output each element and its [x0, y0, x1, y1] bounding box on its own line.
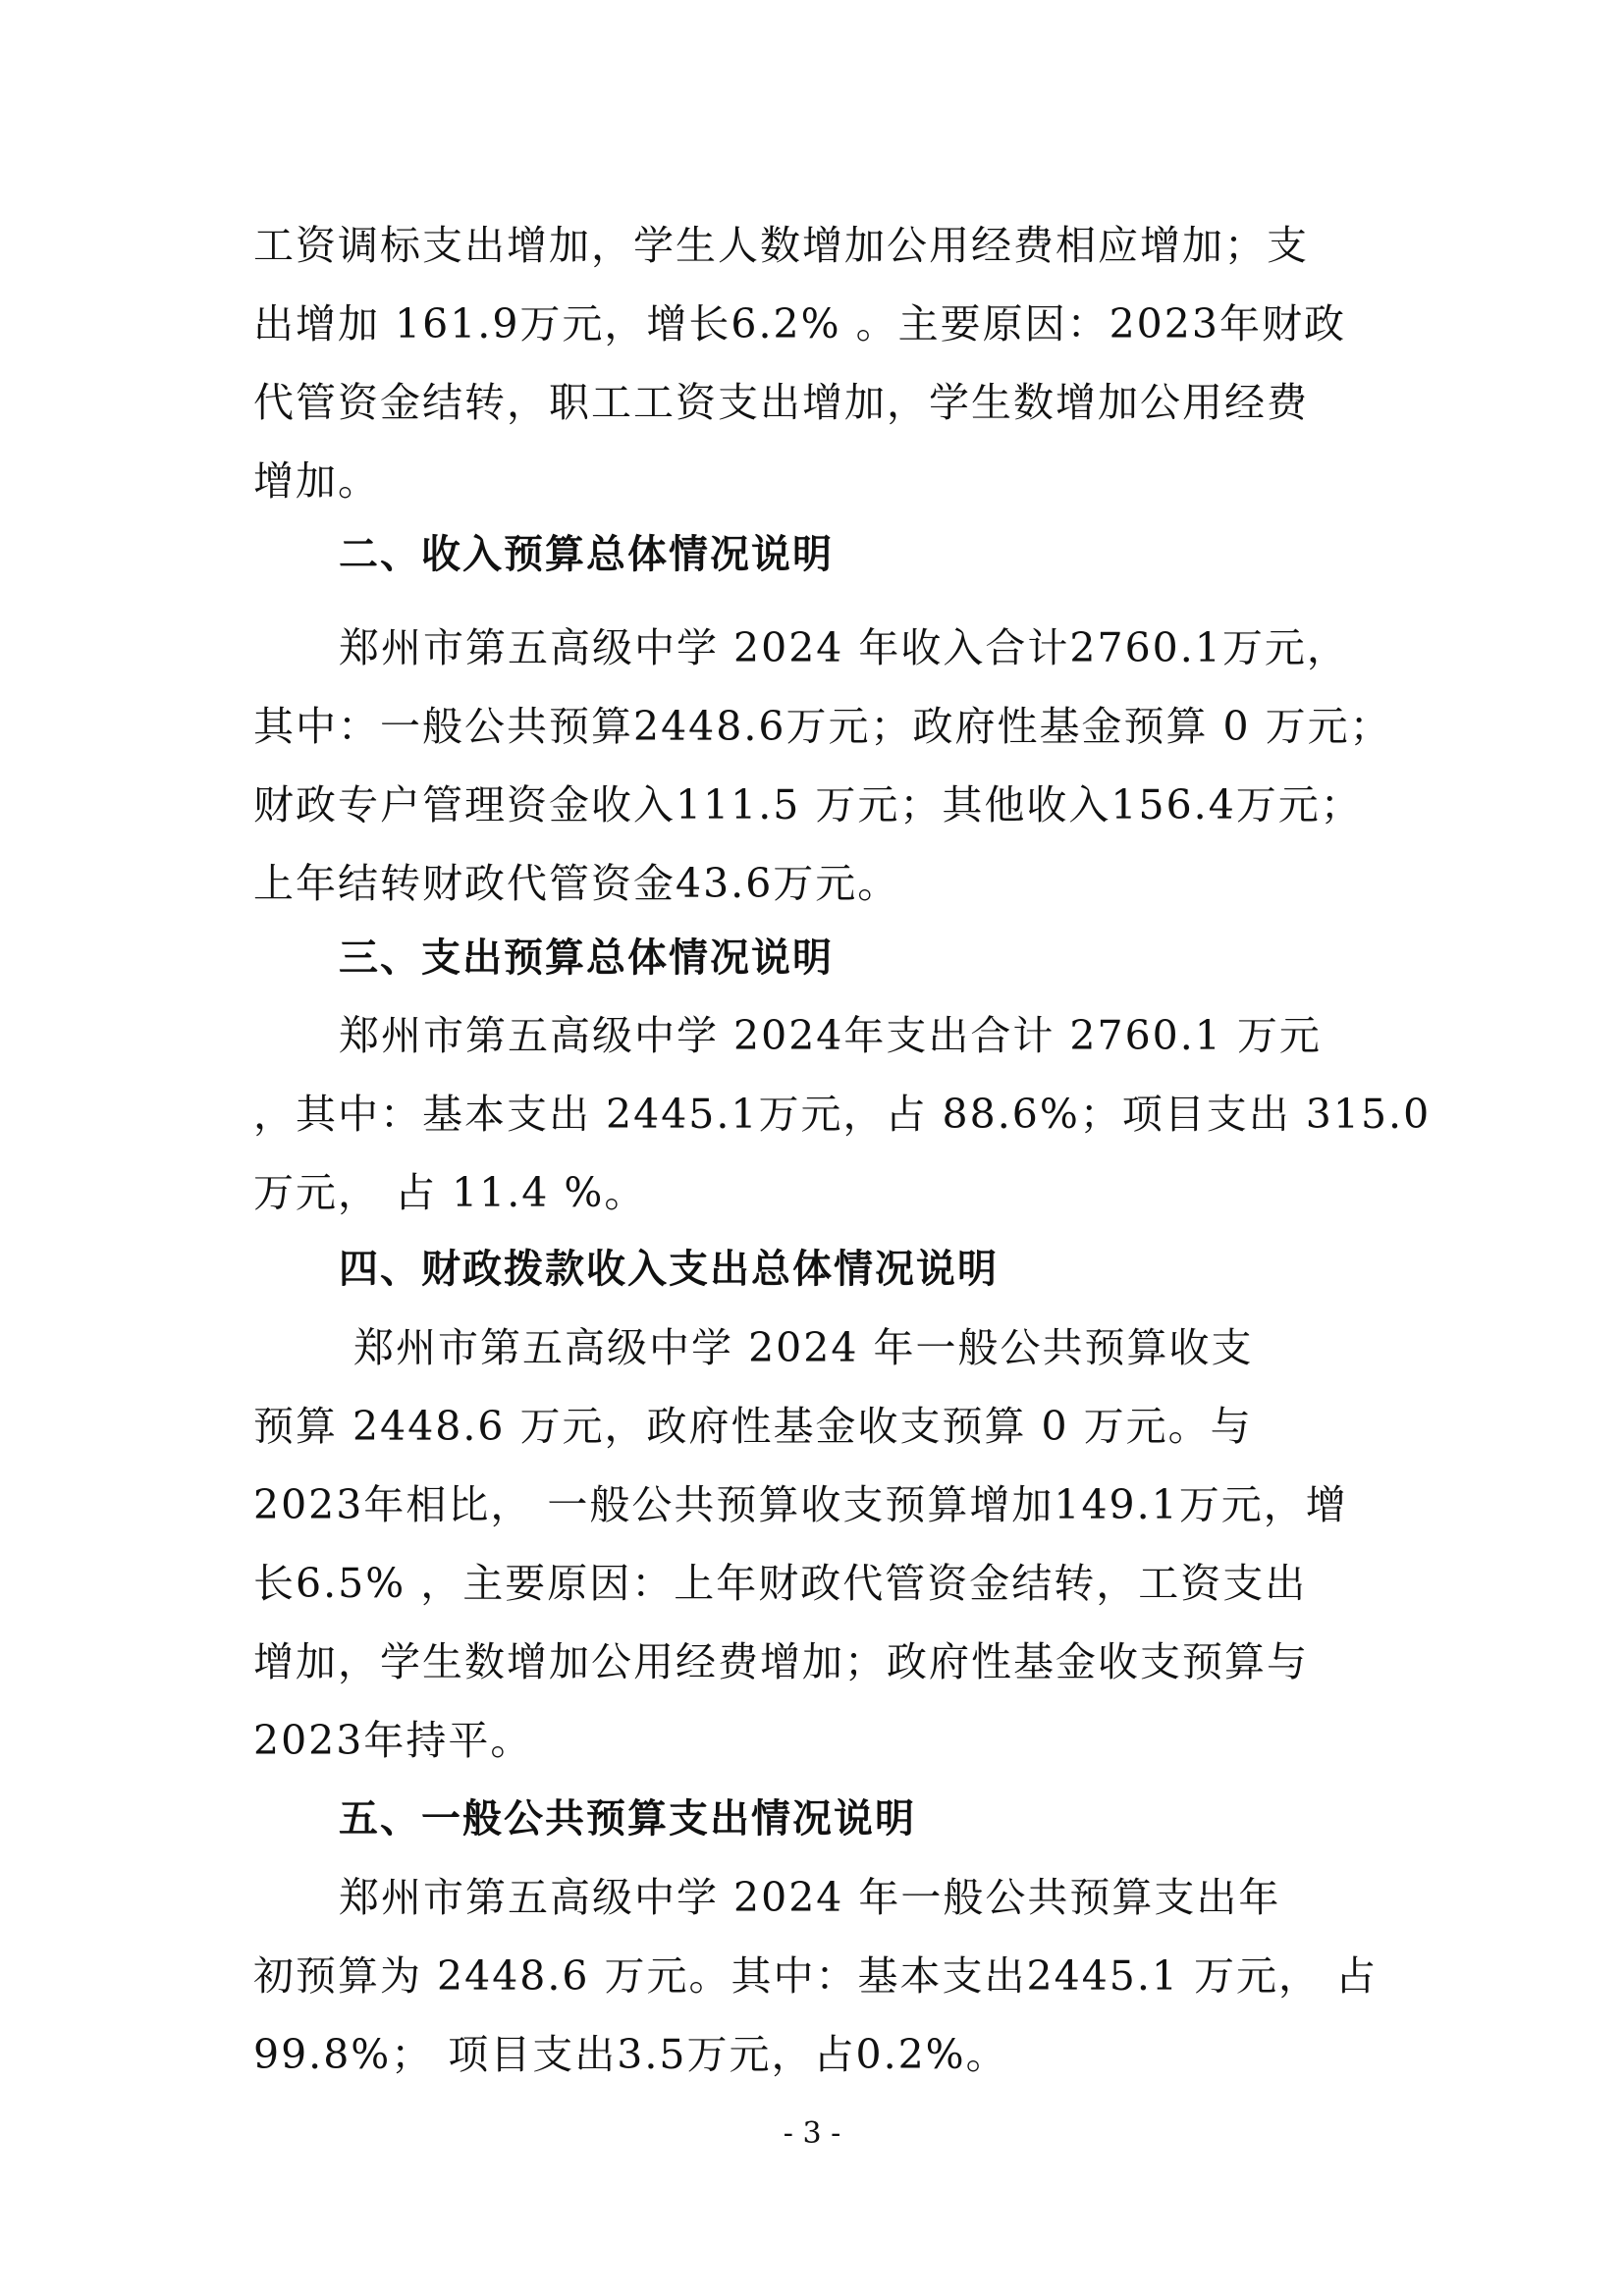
paragraph-line: 郑州市第五高级中学 2024 年一般公共预算收支: [339, 1324, 1254, 1371]
paragraph-line: 初预算为 2448.6 万元。其中：基本支出2445.1 万元， 占: [253, 1952, 1379, 2000]
section-heading: 五、一般公共预算支出情况说明: [339, 1796, 916, 1842]
paragraph-line: 2023年持平。: [253, 1717, 533, 1764]
paragraph-line: 财政专户管理资金收入111.5 万元；其他收入156.4万元；: [253, 781, 1363, 828]
paragraph-line: 2023年相比， 一般公共预算收支预算增加149.1万元，增: [253, 1481, 1348, 1528]
paragraph-line: 代管资金结转，职工工资支出增加，学生数增加公用经费: [253, 379, 1309, 426]
paragraph-line: 长6.5% ，主要原因：上年财政代管资金结转，工资支出: [253, 1560, 1308, 1607]
section-heading: 四、财政拨款收入支出总体情况说明: [339, 1247, 999, 1292]
paragraph-line: 出增加 161.9万元，增长6.2% 。主要原因：2023年财政: [253, 300, 1346, 347]
paragraph-line: 其中：一般公共预算2448.6万元；政府性基金预算 0 万元；: [253, 703, 1392, 750]
section-heading: 三、支出预算总体情况说明: [339, 935, 834, 981]
paragraph-line: 增加。: [253, 457, 380, 505]
paragraph-line: 万元， 占 11.4 %。: [253, 1169, 647, 1216]
section-heading: 二、收入预算总体情况说明: [339, 532, 834, 577]
paragraph-line: 99.8%； 项目支出3.5万元，占0.2%。: [253, 2031, 1008, 2078]
paragraph-line: 郑州市第五高级中学 2024 年收入合计2760.1万元，: [339, 624, 1349, 671]
paragraph-line: 郑州市第五高级中学 2024 年一般公共预算支出年: [339, 1874, 1281, 1921]
paragraph-line: 增加，学生数增加公用经费增加；政府性基金收支预算与: [253, 1638, 1309, 1685]
paragraph-line: ，其中：基本支出 2445.1万元，占 88.6%；项目支出 315.0: [253, 1091, 1432, 1138]
page-number: - 3 -: [783, 2116, 841, 2151]
paragraph-line: 郑州市第五高级中学 2024年支出合计 2760.1 万元: [339, 1012, 1322, 1059]
paragraph-line: 上年结转财政代管资金43.6万元。: [253, 860, 900, 907]
paragraph-line: 工资调标支出增加，学生人数增加公用经费相应增加；支: [253, 222, 1309, 269]
paragraph-line: 预算 2448.6 万元，政府性基金收支预算 0 万元。与: [253, 1403, 1253, 1450]
